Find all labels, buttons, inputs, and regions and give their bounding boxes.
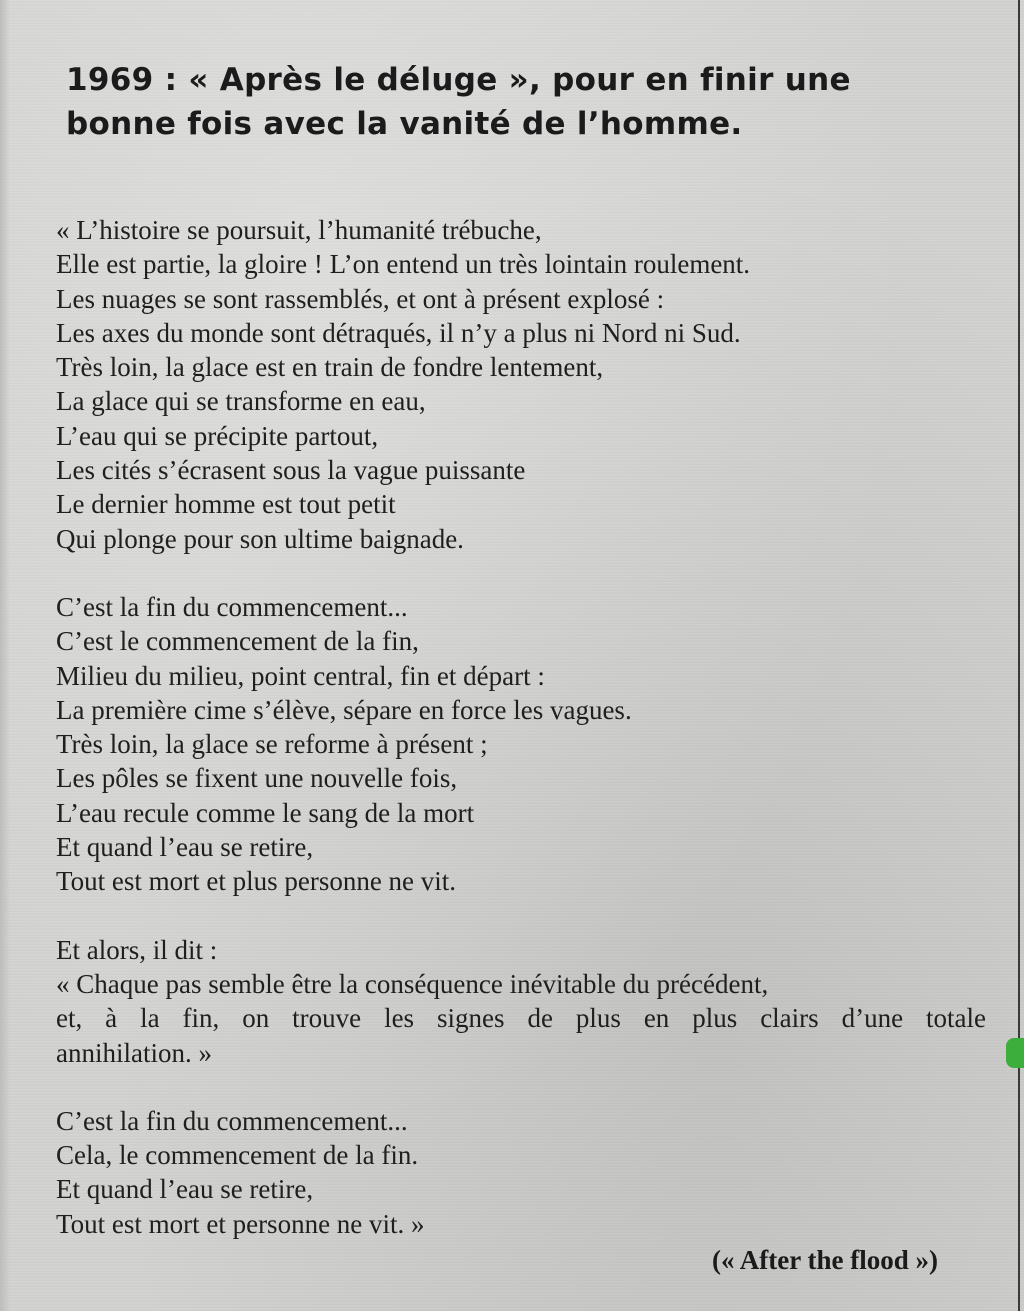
poem-line: « L’histoire se poursuit, l’humanité trébuche, bbox=[56, 215, 542, 245]
source-credit: (« After the flood ») bbox=[712, 1245, 938, 1275]
poem-line: Tout est mort et personne ne vit. » bbox=[56, 1208, 425, 1239]
poem-line: C’est la fin du commencement... bbox=[56, 591, 408, 622]
poem-line: Très loin, la glace se reforme à présent ; bbox=[56, 729, 488, 760]
poem-line: Les pôles se fixent une nouvelle fois, bbox=[56, 763, 458, 794]
poem-line: Milieu du milieu, point central, fin et départ : bbox=[56, 660, 545, 691]
poem-line: et, à la fin, on trouve les signes de plus en plus clairs d’une totale bbox=[56, 1003, 986, 1034]
poem-body bbox=[56, 213, 986, 1241]
green-tab-marker bbox=[1006, 1038, 1024, 1068]
headline-line-2: bonne fois avec la vanité de l’homme. bbox=[66, 106, 743, 142]
stanza-4 bbox=[56, 1104, 986, 1241]
stanza-2 bbox=[56, 590, 986, 899]
poem-line: Qui plonge pour son ultime baignade. bbox=[56, 523, 464, 554]
poem-line: L’eau qui se précipite partout, bbox=[56, 420, 379, 451]
poem-line: L’eau recule comme le sang de la mort bbox=[56, 797, 475, 828]
stanza-3 bbox=[56, 933, 986, 1070]
page-left-edge-shadow bbox=[0, 0, 10, 1311]
poem-line: annihilation. » bbox=[56, 1037, 212, 1068]
poem-line: Le dernier homme est tout petit bbox=[56, 489, 396, 520]
headline-line-1: 1969 : « Après le déluge », pour en finir une bbox=[66, 62, 851, 98]
poem-line: Elle est partie, la gloire ! L’on entend un très lointain roulement. bbox=[56, 249, 751, 280]
poem-line: La glace qui se transforme en eau, bbox=[56, 386, 426, 417]
column-rule bbox=[1018, 0, 1020, 1311]
poem-line: Et quand l’eau se retire, bbox=[56, 832, 314, 863]
poem-line: « Chaque pas semble être la conséquence inévitable du précédent, bbox=[56, 968, 769, 999]
poem-line: Très loin, la glace est en train de fondre lentement, bbox=[56, 352, 604, 383]
poem-line: Les axes du monde sont détraqués, il n’y a plus ni Nord ni Sud. bbox=[56, 317, 741, 348]
poem-line: C’est la fin du commencement... bbox=[56, 1105, 408, 1136]
poem-line: Les nuages se sont rassemblés, et ont à présent explosé : bbox=[56, 283, 665, 314]
poem-line: Et quand l’eau se retire, bbox=[56, 1174, 314, 1205]
poem-line: Tout est mort et plus personne ne vit. bbox=[56, 866, 457, 897]
poem-line: Et alors, il dit : bbox=[56, 934, 218, 965]
headline bbox=[66, 58, 978, 146]
poem-line: Les cités s’écrasent sous la vague puissante bbox=[56, 455, 526, 486]
poem-line: Cela, le commencement de la fin. bbox=[56, 1140, 419, 1171]
poem-line: La première cime s’élève, sépare en force les vagues. bbox=[56, 694, 632, 725]
poem-line: C’est le commencement de la fin, bbox=[56, 626, 419, 657]
stanza-1 bbox=[56, 213, 986, 556]
